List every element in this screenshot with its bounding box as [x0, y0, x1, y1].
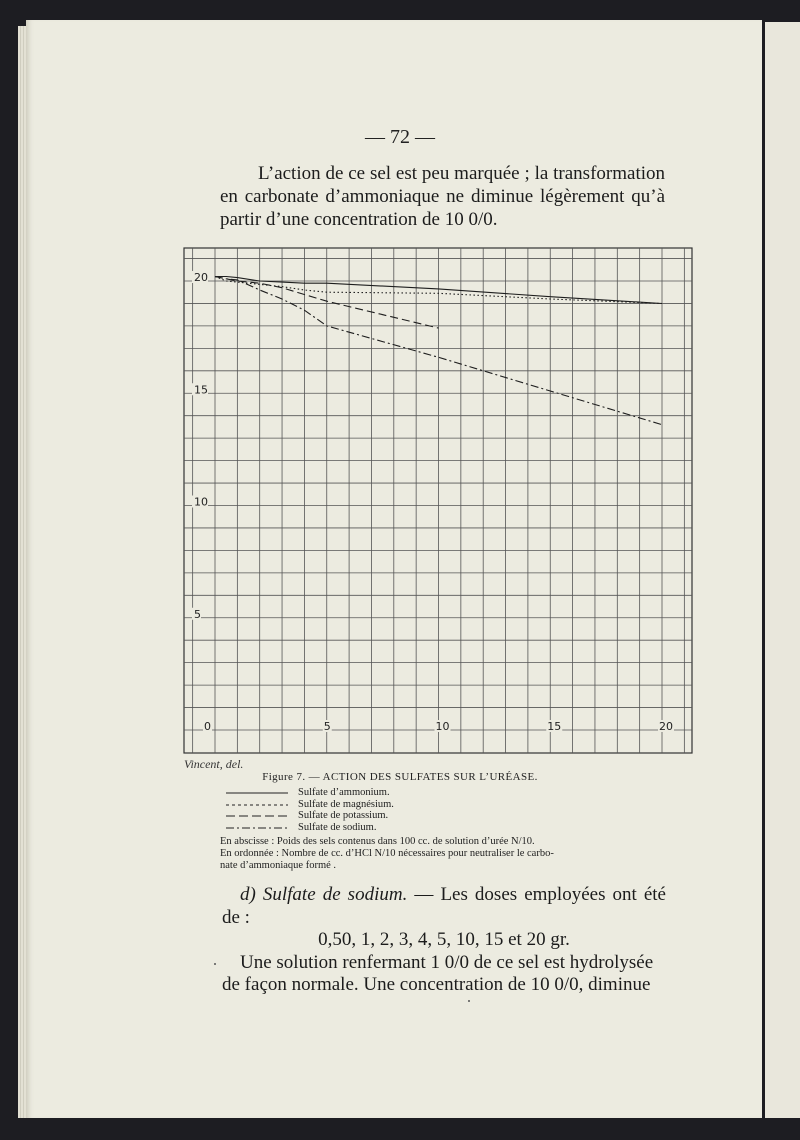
x-tick-label: 0 — [204, 720, 211, 733]
sodium-line-3: Une solution renfermant 1 0/0 de ce sel est hydrolysée — [240, 951, 654, 973]
y-tick-label: 20 — [194, 271, 208, 284]
x-tick-label: 15 — [547, 720, 562, 733]
next-page-edge — [765, 22, 800, 1118]
sodium-heading-rest: — Les doses employées ont été de : — [222, 884, 666, 928]
sodium-heading: d) Sulfate de sodium. — [240, 884, 408, 905]
x-tick-label: 5 — [323, 720, 331, 733]
x-tick-label: 10 — [435, 720, 450, 733]
chart-grid — [184, 248, 692, 753]
legend-label: Sulfate d’ammonium. — [298, 787, 390, 798]
ordinate-note-continued: nate d’ammoniaque formé . — [220, 860, 337, 871]
intro-paragraph: L’action de ce sel est peu marquée ; la transformation en carbonate d’ammoniaque ne diminue légèrement qu’à partir d’une concentration de 10 0/0. — [220, 163, 665, 230]
legend-label: Sulfate de sodium. — [298, 821, 377, 833]
legend-label: Sulfate de potassium. — [298, 810, 389, 821]
legend-swatch-dashed — [226, 814, 290, 818]
sodium-doses: 0,50, 1, 2, 3, 4, 5, 10, 15 et 20 gr. — [318, 929, 570, 950]
figure-caption: Figure 7. — ACTION DES SULFATES SUR L’URÉASE. — [262, 771, 538, 783]
page-number: — 72 — — [365, 126, 435, 148]
sodium-line-4: de façon normale. Une concentration de 10 0/0, diminue — [222, 974, 651, 995]
chart-tick-labels — [192, 271, 674, 733]
legend-swatch-dashdot — [226, 826, 290, 830]
legend-swatch-solid — [226, 791, 290, 795]
ink-speck — [468, 1000, 470, 1002]
chart-frame — [184, 248, 692, 753]
y-tick-label: 15 — [194, 383, 208, 397]
legend-label: Sulfate de magnésium. — [298, 798, 394, 810]
figure-credit: Vincent, del. — [184, 757, 244, 771]
x-tick-label: 20 — [659, 720, 673, 733]
sodium-heading-line — [222, 884, 666, 929]
y-tick-label: 5 — [194, 607, 201, 621]
legend-swatch-dotted — [226, 803, 290, 807]
sulfate-chart — [182, 246, 694, 756]
y-tick-label: 10 — [194, 495, 208, 509]
ordinate-note: En ordonnée : Nombre de cc. d’HCl N/10 nécessaires pour neutraliser le carbo- — [220, 848, 554, 859]
ink-speck — [214, 963, 216, 965]
abscissa-note: En abscisse : Poids des sels contenus dans 100 cc. de solution d’urée N/10. — [220, 836, 535, 847]
sodium-section — [222, 884, 666, 997]
